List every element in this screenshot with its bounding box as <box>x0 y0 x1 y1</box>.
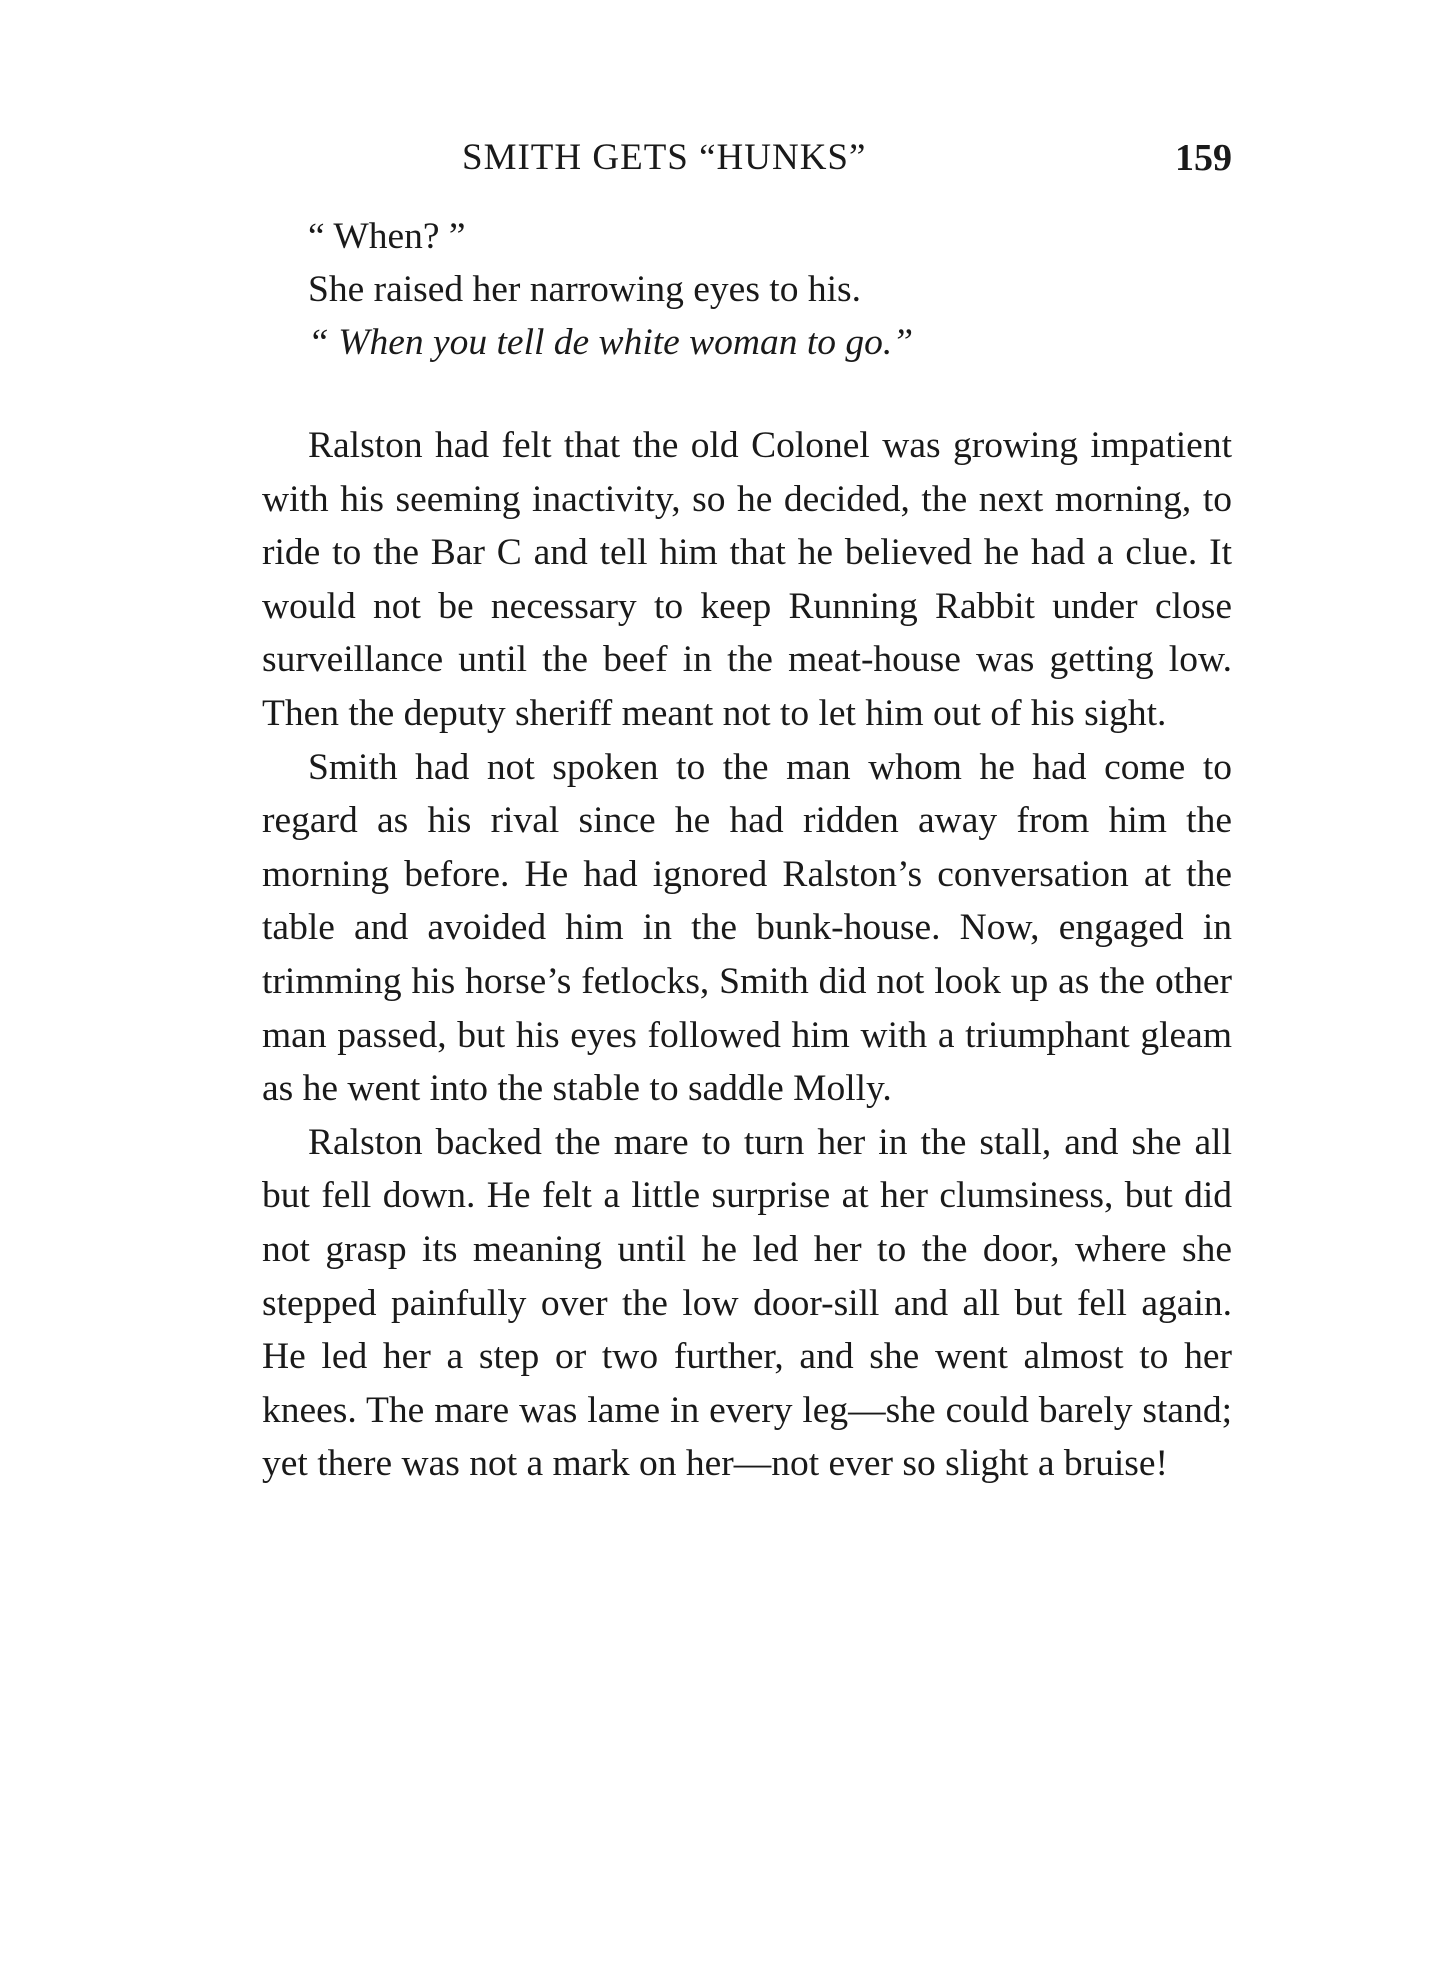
page-number: 159 <box>1175 137 1232 179</box>
chapter-title: SMITH GETS “HUNKS” <box>462 137 867 178</box>
paragraph: Smith had not spoken to the man whom he had come to regard as his rival since he had ridden away from him the morning before. He had ignored Ralston’s conversation at the table and avoided him in the bunk-house. Now, engaged in trimming his horse’s fetlocks, Smith did not look up as the other man passed, but his eyes followed him with a triumphant gleam as he went into the stable to saddle Molly. <box>262 746 1232 1110</box>
dialogue-block <box>262 210 1232 369</box>
dialogue-line: She raised her narrowing eyes to his. <box>308 269 861 310</box>
paragraph: Ralston backed the mare to turn her in the stall, and she all but fell down. He felt a little surprise at her clumsiness, but did not grasp its meaning until he led her to the door, where she stepped painfully over the low door-sill and all but fell again. He led her a step or two further, and she went almost to her knees. The mare was lame in every leg—she could barely stand; yet there was not a mark on her—not ever so slight a bruise! <box>262 1121 1232 1485</box>
dialogue-line: “ When you tell de white woman to go.” <box>308 322 914 363</box>
running-head <box>262 128 1232 184</box>
book-page <box>262 128 1232 1491</box>
paragraph: Ralston had felt that the old Colonel was growing impatient with his seeming inactivity, so he decided, the next morning, to ride to the Bar C and tell him that he believed he had a clue. It would not be necessary to keep Running Rabbit under close surveillance until the beef in the meat-house was getting low. Then the deputy sheriff meant not to let him out of his sight. <box>262 425 1232 734</box>
body-text <box>262 419 1232 1491</box>
dialogue-line: “ When? ” <box>308 216 466 257</box>
